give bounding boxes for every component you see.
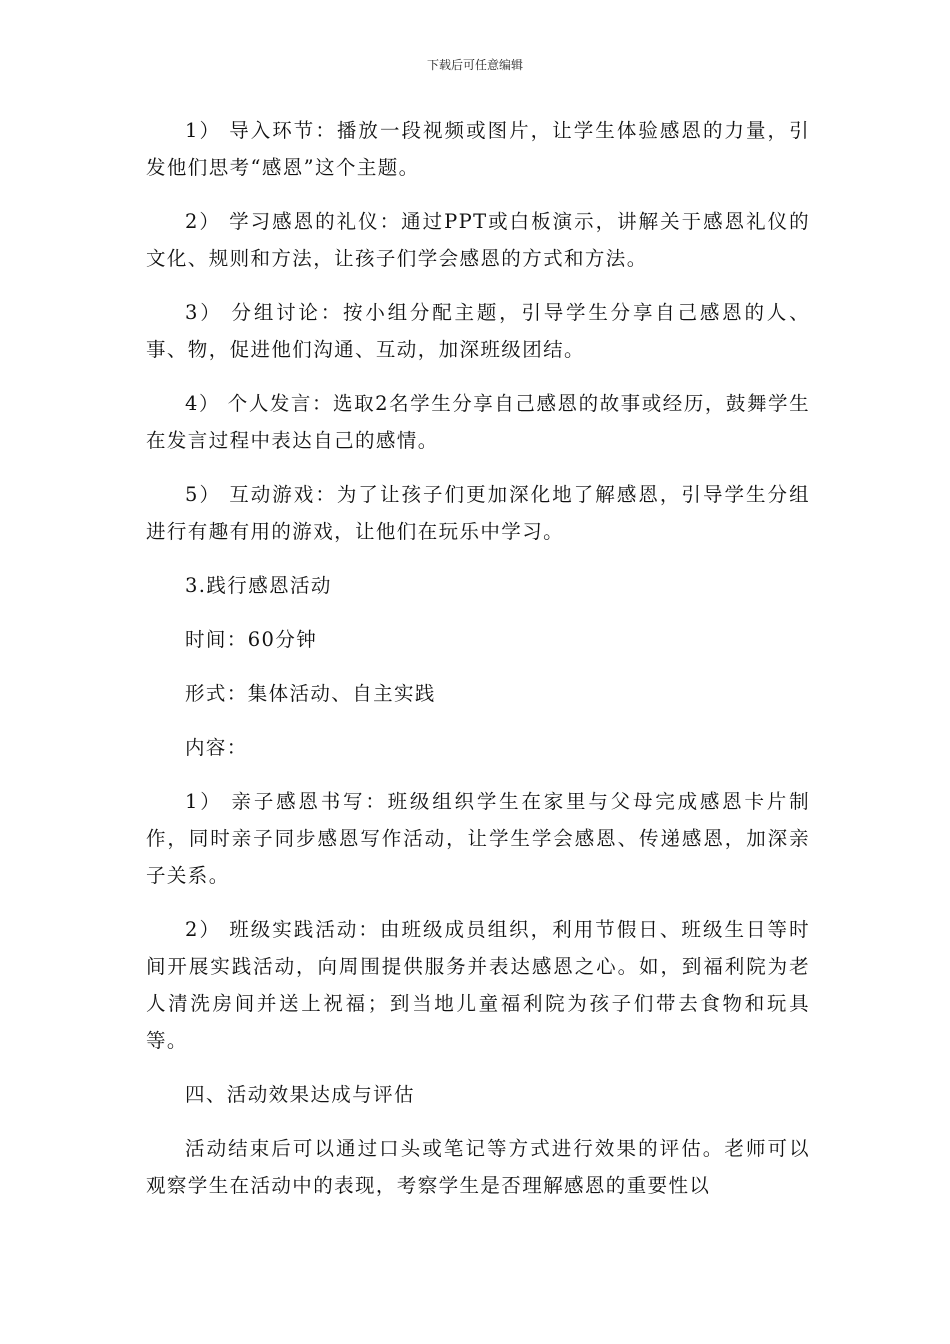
paragraph-etiquette-lesson: 2） 学习感恩的礼仪：通过PPT或白板演示，讲解关于感恩礼仪的文化、规则和方法，让孩子们学会感恩的方式和方法。 — [146, 210, 810, 270]
paragraph-time: 时间：60分钟 — [185, 628, 318, 651]
paragraph-intro-activity: 1） 导入环节：播放一段视频或图片，让学生体验感恩的力量，引发他们思考“感恩”这个主题。 — [146, 119, 810, 179]
paragraph-content-label: 内容： — [185, 736, 248, 759]
paragraph-evaluation: 活动结束后可以通过口头或笔记等方式进行效果的评估。老师可以观察学生在活动中的表现，考察学生是否理解感恩的重要性以 — [146, 1137, 810, 1197]
section-heading-evaluation: 四、活动效果达成与评估 — [185, 1083, 415, 1106]
paragraph-parent-child-writing: 1） 亲子感恩书写：班级组织学生在家里与父母完成感恩卡片制作，同时亲子同步感恩写作活动，让学生学会感恩、传递感恩，加深亲子关系。 — [146, 790, 810, 887]
paragraph-group-discussion: 3） 分组讨论：按小组分配主题，引导学生分享自己感恩的人、事、物，促进他们沟通、互动，加深班级团结。 — [146, 301, 810, 361]
paragraph-personal-speech: 4） 个人发言：选取2名学生分享自己感恩的故事或经历，鼓舞学生在发言过程中表达自己的感情。 — [146, 392, 810, 452]
page-header: 下载后可任意编辑 — [426, 58, 523, 72]
paragraph-interactive-game: 5） 互动游戏：为了让孩子们更加深化地了解感恩，引导学生分组进行有趣有用的游戏，让他们在玩乐中学习。 — [146, 483, 810, 543]
paragraph-class-practice: 2） 班级实践活动：由班级成员组织，利用节假日、班级生日等时间开展实践活动，向周围提供服务并表达感恩之心。如，到福利院为老人清洗房间并送上祝福；到当地儿童福利院为孩子们带去食物和玩具等。 — [146, 918, 810, 1052]
document-body — [146, 112, 810, 1221]
section-heading-practice: 3.践行感恩活动 — [185, 574, 332, 597]
paragraph-format: 形式：集体活动、自主实践 — [185, 682, 436, 705]
